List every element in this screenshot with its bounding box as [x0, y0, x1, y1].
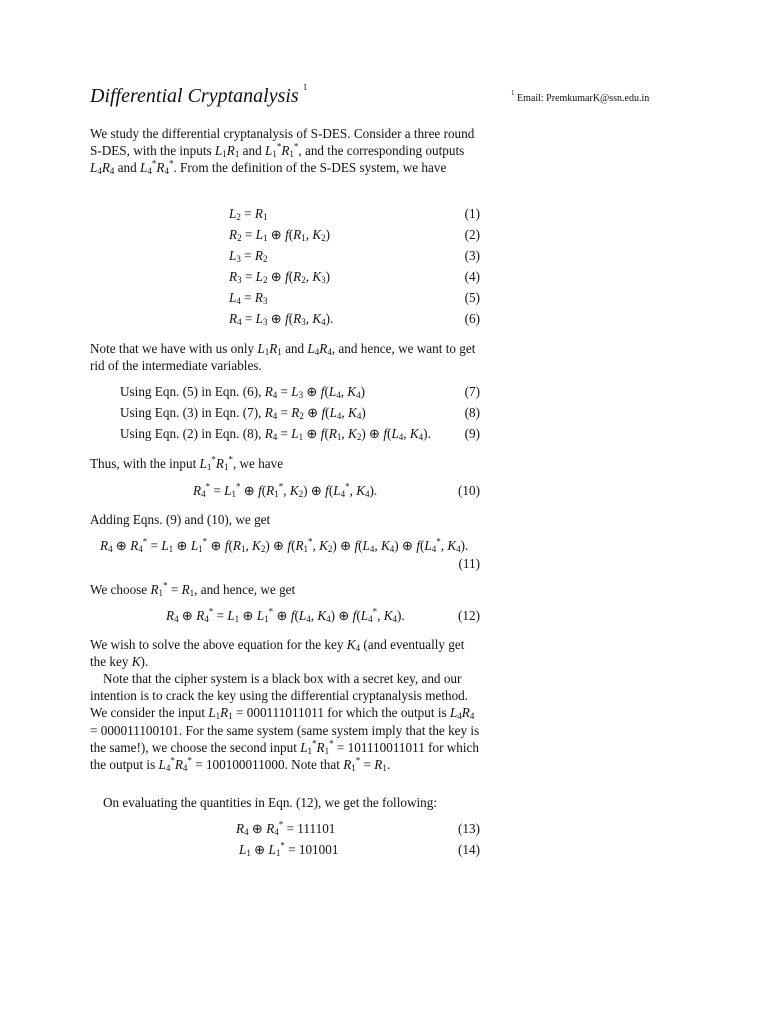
equation-1: $L_2 = R_1$: [229, 206, 268, 222]
equation-13: $R_4$ ⊕ $R_4^* = 111101$: [236, 819, 336, 837]
equation-12: $R_4$ ⊕ $R_4^* = L_1$ ⊕ $L_1^*$ ⊕ $f(L_4$, $K_4$) ⊕ $f(L_4^*$, $K_4$).: [166, 606, 405, 624]
equation-number: (7): [464, 384, 480, 399]
equation-10: $R_4^* = L_1^*$ ⊕ $f(R_1^*$, $K_2$) ⊕ $f(L_4^*$, $K_4$).: [193, 481, 378, 499]
equation-number: (5): [464, 290, 480, 305]
equation-number: (2): [464, 227, 480, 242]
note-paragraph: Note that we have with us only $L_1R_1$ and $L_4R_4$, and hence, we want to get rid of the intermediate variables.: [90, 341, 476, 374]
equation-14: $L_1$ ⊕ $L_1^* = 101001$: [239, 840, 339, 858]
equation-number: (3): [464, 248, 480, 263]
adding-paragraph: Adding Eqns. (9) and (10), we get: [90, 512, 271, 527]
equation-prefix: Using Eqn. (3) in Eqn. (7),: [120, 405, 262, 420]
title-text: Differential Cryptanalysis: [90, 85, 299, 107]
thus-paragraph: Thus, with the input $L_1^*R_1^*$, we have: [90, 454, 284, 472]
equation-number: (4): [464, 269, 480, 284]
equation-2: $R_2 = L_1$ ⊕ $f(R_1$, $K_2$): [229, 227, 331, 243]
equation-number: (9): [464, 426, 480, 441]
equation-number: (1): [464, 206, 480, 221]
equation-number: (14): [458, 842, 480, 857]
equation-7: Using Eqn. (5) in Eqn. (6), $R_4 = L_3$ ⊕ $f(L_4$, $K_4$): [120, 384, 365, 400]
intro-paragraph: We study the differential cryptanalysis of S-DES. Consider a three round S-DES, with the inputs $L_1R_1$ and $L_1^*R_1^*$, and the corresponding outputs $L_4R_4$ and $L_4^*R_4^*$. From the definition of the S-DES system, we have: [90, 126, 475, 177]
note2-paragraph: Note that the cipher system is a black box with a secret key, and our intention is to crack the key using the differential cryptanalysis method. We consider the input $L_1R_1 = 000111011011$ for which the output is $L_4R_4 = 000011100101$. For the same system (same system imply that the key is the same!), we choose the second input $L_1^*R_1^* = 101110011011$ for which the output is $L_4^*R_4^* = 100100011000$. Note that $R_1^* = R_1$.: [90, 671, 480, 774]
equation-number: (12): [458, 608, 480, 623]
page-title: [90, 82, 308, 108]
footnote-marker: 1: [302, 82, 308, 92]
equation-number: (13): [458, 821, 480, 836]
equation-6: $R_4 = L_3$ ⊕ $f(R_3$, $K_4$).: [229, 311, 334, 327]
evaluating-paragraph: On evaluating the quantities in Eqn. (12), we get the following:: [103, 795, 438, 810]
equation-5: $L_4 = R_3$: [229, 290, 268, 306]
equation-prefix: Using Eqn. (2) in Eqn. (8),: [120, 426, 262, 441]
choose-paragraph: We choose $R_1^* = R_1$, and hence, we get: [90, 580, 296, 598]
equation-9: Using Eqn. (2) in Eqn. (8), $R_4 = L_1$ ⊕ $f(R_1$, $K_2$) ⊕ $f(L_4$, $K_4$).: [120, 426, 431, 442]
footnote-number: 1: [511, 89, 515, 97]
equation-3: $L_3 = R_2$: [229, 248, 268, 264]
equation-prefix: Using Eqn. (5) in Eqn. (6),: [120, 384, 262, 399]
wish-paragraph: We wish to solve the above equation for the key $K_4$ (and eventually get the key K).: [90, 637, 465, 670]
equation-4: $R_3 = L_2$ ⊕ $f(R_2$, $K_3$): [229, 269, 331, 285]
equation-number: (6): [464, 311, 480, 326]
footnote: [511, 89, 650, 104]
equation-8: Using Eqn. (3) in Eqn. (7), $R_4 = R_2$ ⊕ $f(L_4$, $K_4$): [120, 405, 366, 421]
footnote-text: Email: PremkumarK@ssn.edu.in: [517, 93, 650, 104]
equation-11: $R_4$ ⊕ $R_4^* = L_1$ ⊕ $L_1^*$ ⊕ $f(R_1$, $K_2$) ⊕ $f(R_1^*$, $K_2$) ⊕ $f(L_4$, $K_4$) ⊕ $f(L_4^*$, $K_4$).: [100, 536, 469, 554]
equation-number: (11): [458, 556, 480, 571]
equation-number: (8): [464, 405, 480, 420]
equation-number: (10): [458, 483, 480, 498]
